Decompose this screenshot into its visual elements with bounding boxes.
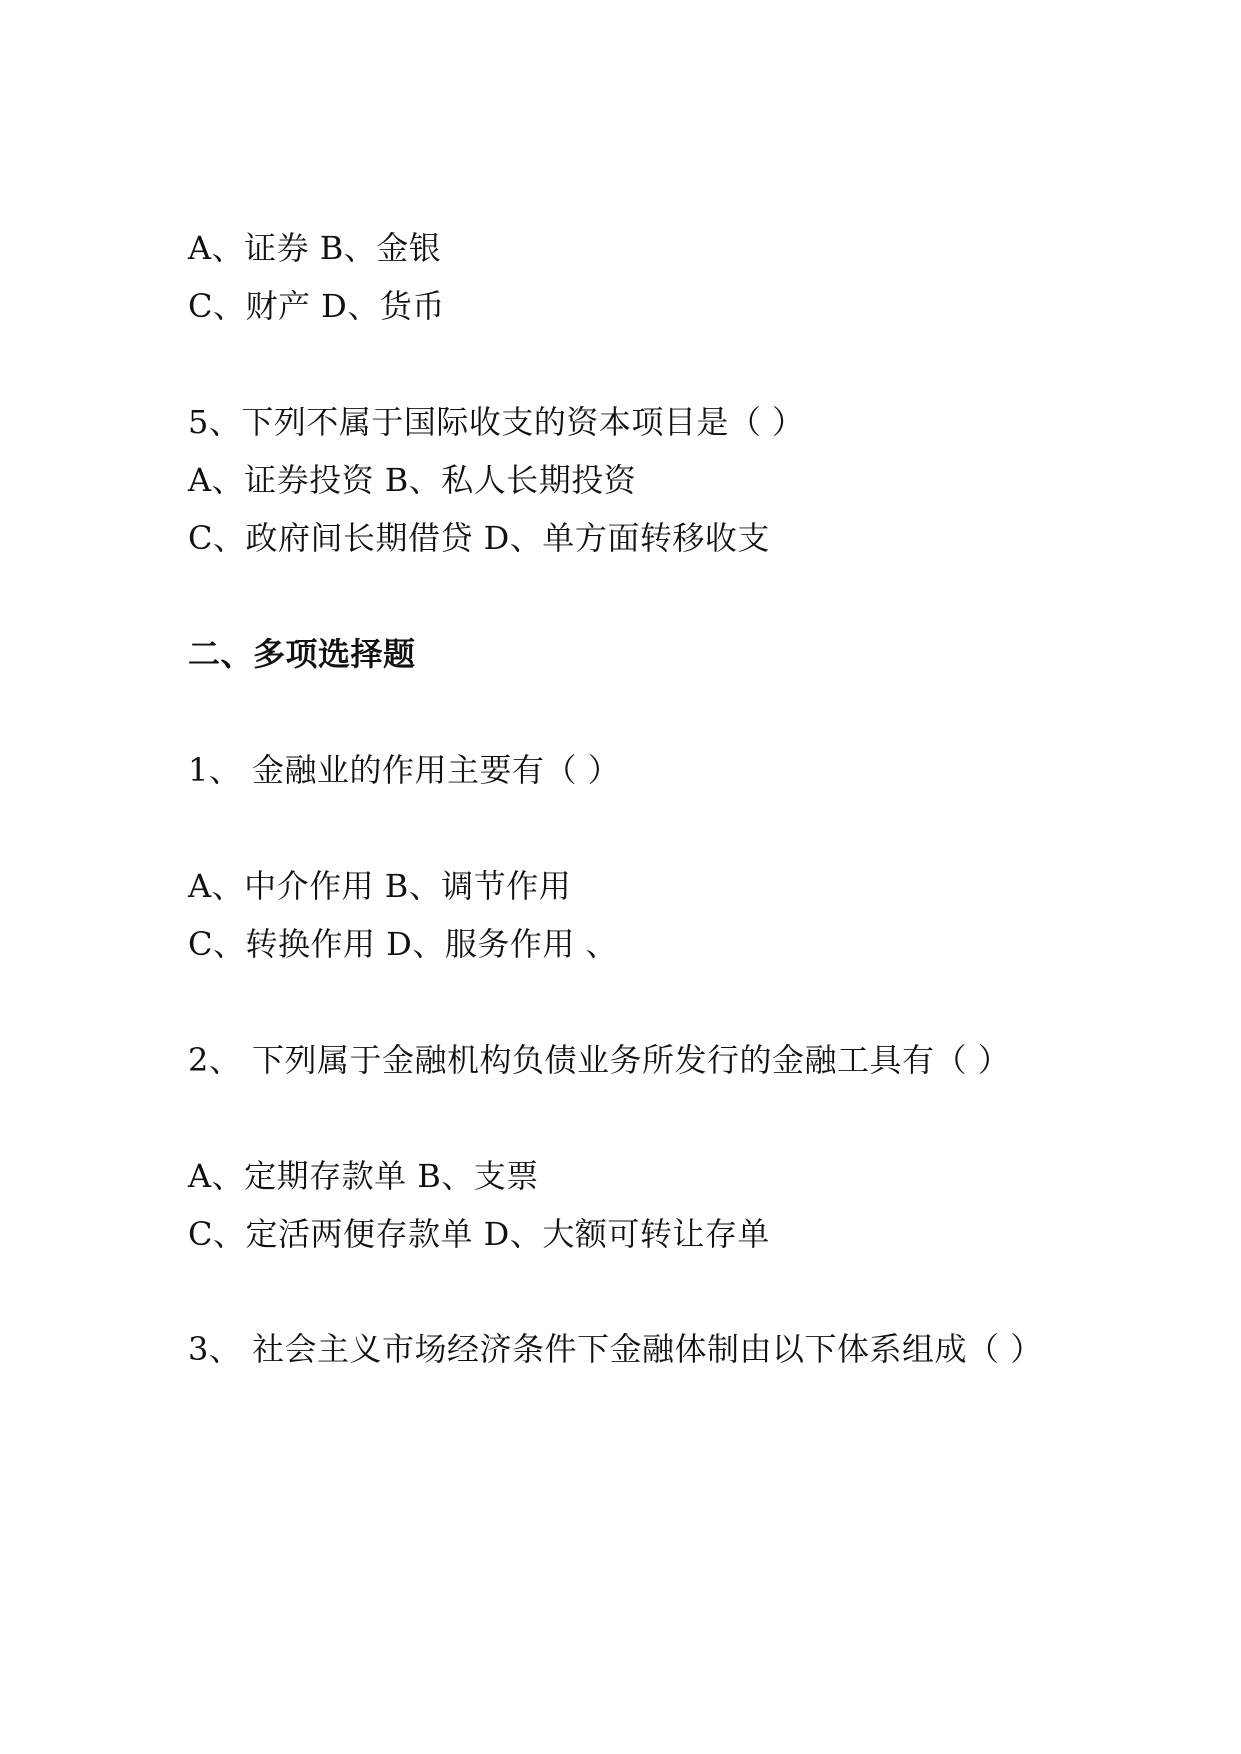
mq2-option-ab: A、定期存款单 B、支票	[188, 1157, 539, 1195]
q5-option-ab: A、证券投资 B、私人长期投资	[188, 461, 637, 499]
q4-option-cd: C、财产 D、货币	[188, 287, 445, 325]
mq1-stem: 1、 金融业的作用主要有（ ）	[188, 751, 621, 789]
mq2-option-cd: C、定活两便存款单 D、大额可转让存单	[188, 1215, 770, 1253]
q4-option-ab: A、证券 B、金银	[188, 229, 442, 267]
section-heading-multiple-choice: 二、多项选择题	[188, 635, 416, 673]
mq1-option-ab: A、中介作用 B、调节作用	[188, 867, 572, 905]
q5-option-cd: C、政府间长期借贷 D、单方面转移收支	[188, 519, 770, 557]
mq2-stem: 2、 下列属于金融机构负债业务所发行的金融工具有（ ）	[188, 1041, 1011, 1079]
mq1-option-cd: C、转换作用 D、服务作用 、	[188, 925, 618, 963]
q5-stem: 5、下列不属于国际收支的资本项目是（ ）	[188, 403, 805, 441]
mq3-stem: 3、 社会主义市场经济条件下金融体制由以下体系组成（ ）	[188, 1330, 1043, 1368]
